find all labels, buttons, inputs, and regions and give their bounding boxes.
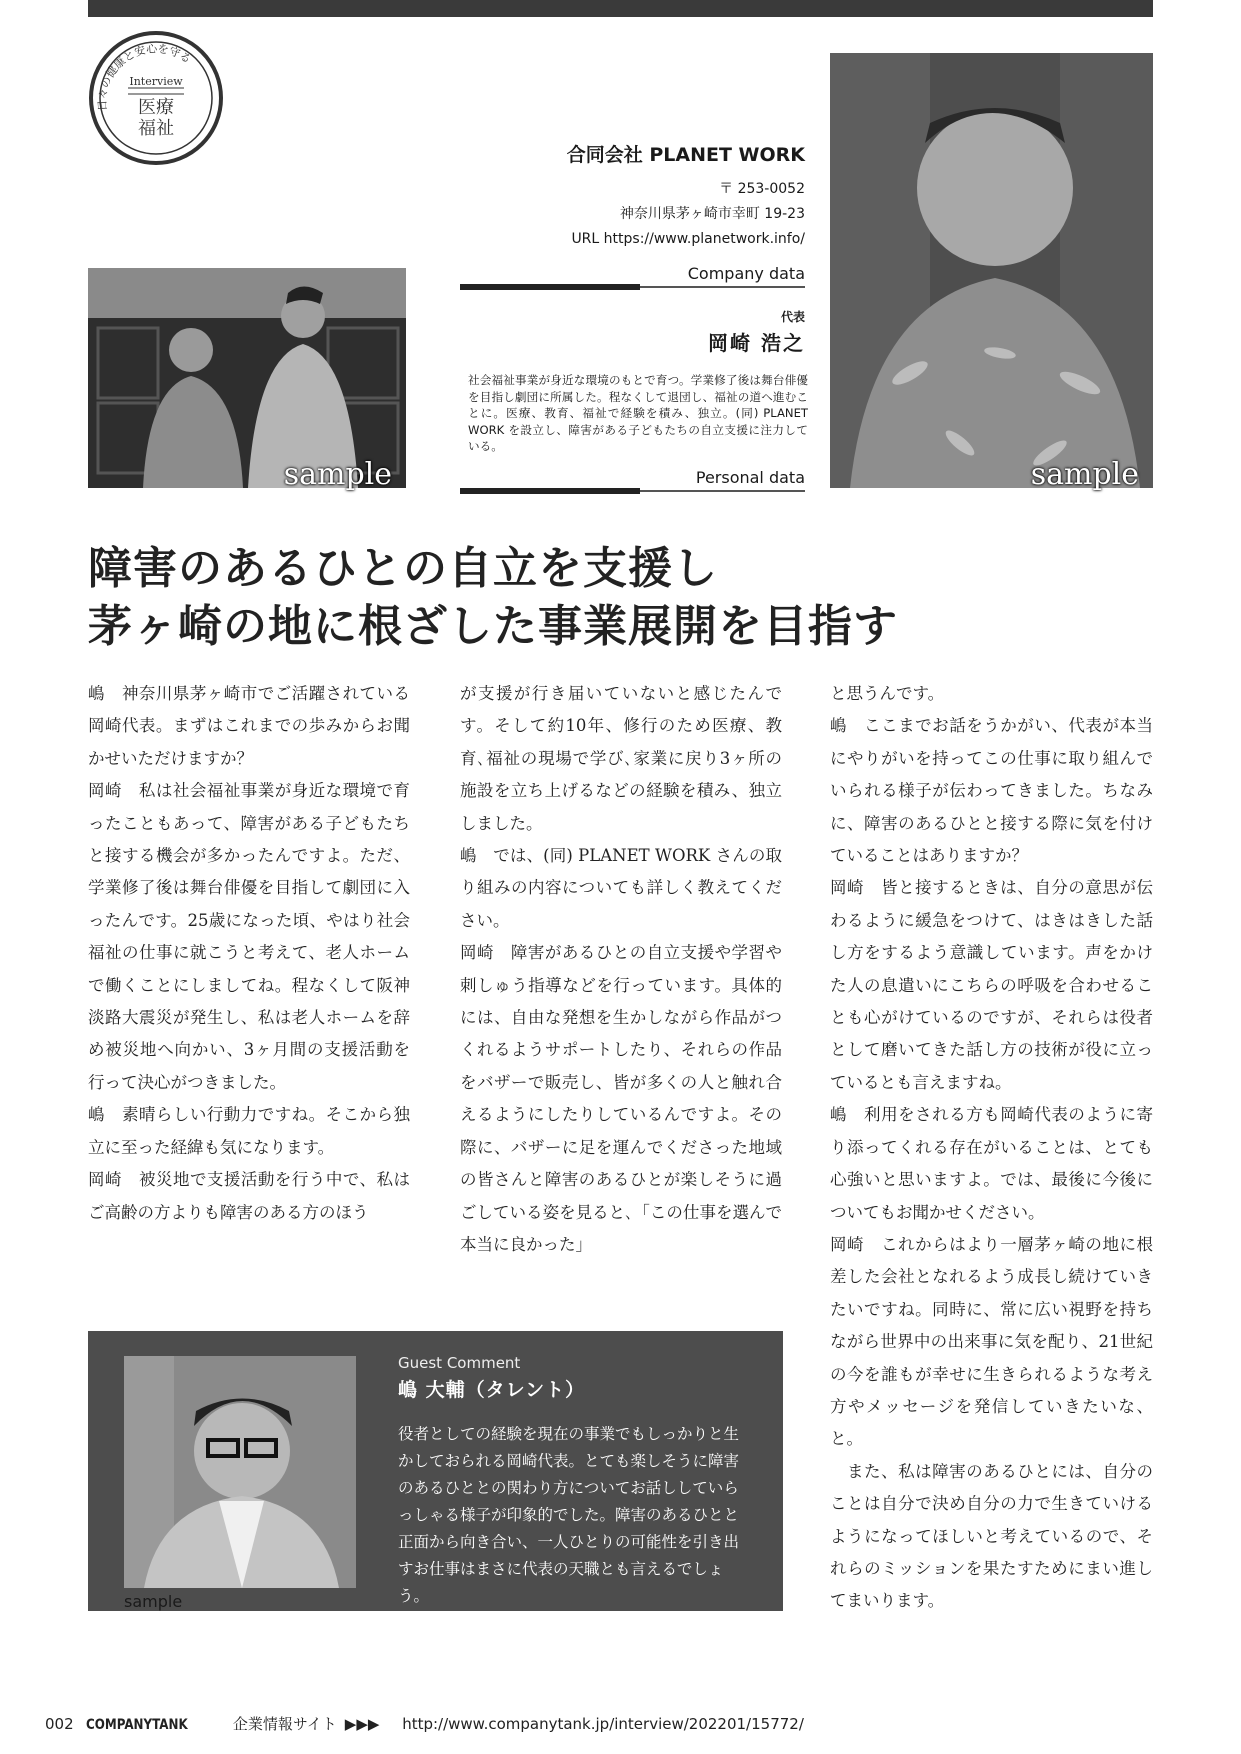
headline-line-2: 茅ヶ崎の地に根ざした事業展開を目指す xyxy=(88,601,898,652)
footer xyxy=(45,1713,1145,1737)
column-paragraph: 岡崎 皆と接するときは、自分の意思が伝わるように緩急をつけて、はきはきした話し方をするよう意識しています。声をかけた人の息遣いにこちらの呼吸を合わせることも心がけているのですが、それらは役者として磨いてきた話し方の技術が役に立っているとも言えますね。 xyxy=(830,878,1153,1092)
column-paragraph: また、私は障害のあるひとには、自分のことは自分で決め自分の力で生きていけるようになってほしいと考えているので、それらのミッションを果たすためにまい進してまいります。 xyxy=(830,1461,1153,1611)
column-paragraph: 嶋 では、(同) PLANET WORK さんの取り組みの内容についても詳しく教えてください。 xyxy=(460,846,782,930)
guest-photo-image xyxy=(124,1356,356,1588)
guest-photo xyxy=(124,1356,356,1611)
company-rule-thick xyxy=(460,284,640,290)
column-paragraph: 岡崎 私は社会福祉事業が身近な環境で育ったこともあって、障害がある子どもたちと接する機会が多かったんですよ。ただ、学業修了後は舞台俳優を目指して劇団に入ったんです。25歳になった頃、やはり社会福祉の仕事に就こうと考えて、老人ホームで働くことにしましてね。程なくして阪神淡路大震災が発生し、私は老人ホームを辞め被災地へ向かい、3ヶ月間の支援活動を行って決心がつきました。 xyxy=(88,781,410,1092)
column-paragraph: と思うんです。 xyxy=(830,684,945,703)
portrait-photo-image xyxy=(830,53,1153,488)
article-column-1 xyxy=(88,678,410,1229)
column-paragraph: 嶋 素晴らしい行動力ですね。そこから独立に至った経緯も気になります。 xyxy=(88,1105,410,1157)
headline-line-1: 障害のあるひとの自立を支援し xyxy=(88,543,718,594)
company-rule-thin xyxy=(640,286,805,288)
guest-comment-text: 役者としての経験を現在の事業でもしっかりと生かしておられる岡崎代表。とても楽しそうに障害のあるひととの関わり方についてお話ししていらっしゃる様子が印象的でした。障害のあるひとと正面から向き合い、一人ひとりの可能性を引き出すお仕事はまさに代表の天職とも言えるでしょう。 xyxy=(398,1425,740,1605)
article-column-3 xyxy=(830,678,1153,1618)
guest-comment-box xyxy=(88,1331,783,1611)
company-info xyxy=(460,140,805,252)
stamp-category-1: 医療 xyxy=(138,97,174,118)
personal-rule-thin xyxy=(640,490,805,492)
person-bio: 社会福祉事業が身近な環境のもとで育つ。学業修了後は舞台俳優を目指し劇団に所属した。程なくして退団し、福祉の道へ進むことに。医療、教育、福祉で経験を積み、独立。(同) PLANET WORK を設立し、障害がある子どもたちの自立支援に注力している。 xyxy=(468,373,808,453)
company-postal: 〒 253-0052 xyxy=(719,181,805,197)
guest-label: Guest Comment xyxy=(398,1354,521,1372)
company-section-label: Company data xyxy=(687,264,805,283)
company-url: URL https://www.planetwork.info/ xyxy=(571,231,805,247)
sample-watermark: sample xyxy=(1030,457,1139,492)
brand-logo: COMPANYTANK xyxy=(86,1717,189,1733)
column-paragraph: が支援が行き届いていないと感じたんです。そして約10年、修行のため医療、教育､福祉の現場で学び､家業に戻り3ヶ所の施設を立ち上げるなどの経験を積み、独立しました。 xyxy=(460,684,782,833)
personal-rule-thick xyxy=(460,488,640,494)
duo-photo-image xyxy=(88,268,406,488)
column-paragraph: 岡崎 被災地で支援活動を行う中で、私はご高齢の方よりも障害のある方のほう xyxy=(88,1170,410,1222)
column-paragraph: 嶋 神奈川県茅ヶ崎市でご活躍されている岡崎代表。まずはこれまでの歩みからお聞かせいただけますか？ xyxy=(88,684,410,768)
person-info xyxy=(460,308,805,356)
sample-watermark: sample xyxy=(124,1592,183,1611)
stamp-ring-text: 日々の健康と安心を守る xyxy=(95,42,194,112)
duo-photo xyxy=(88,268,406,492)
column-paragraph: 岡崎 これからはより一層茅ヶ崎の地に根差した会社となれるよう成長し続けていきたいですね。同時に、常に広い視野を持ちながら世界中の出来事に気を配り、21世紀の今を誰もが幸せに生きられるような考え方やメッセージを発信していきたいな、と。 xyxy=(830,1234,1153,1449)
stamp-seal xyxy=(88,30,224,166)
personal-section-label: Personal data xyxy=(695,468,805,487)
column-paragraph: 嶋 ここまでお話をうかがい、代表が本当にやりがいを持ってこの仕事に取り組んでいられる様子が伝わってきました。ちなみに、障害のあるひとと接する際に気を付けていることはありますか？ xyxy=(830,716,1153,866)
article-column-2 xyxy=(460,678,782,1261)
headline xyxy=(88,540,1158,656)
stamp-label: Interview xyxy=(129,75,183,88)
footer-url[interactable]: http://www.companytank.jp/interview/202201/15772/ xyxy=(402,1715,804,1733)
column-paragraph: 嶋 利用をされる方も岡崎代表のように寄り添ってくれる存在がいることは、とても心強いと思いますよ。では、最後に今後についてもお聞かせください。 xyxy=(830,1105,1153,1222)
interview-stamp xyxy=(88,30,224,166)
company-address: 神奈川県茅ヶ崎市幸町 19-23 xyxy=(619,206,805,222)
sample-watermark: sample xyxy=(283,457,392,492)
company-name: 合同会社 PLANET WORK xyxy=(566,144,805,166)
site-label: 企業情報サイト xyxy=(232,1715,337,1733)
top-bar xyxy=(88,0,1153,17)
guest-name: 嶋 大輔（タレント） xyxy=(398,1379,586,1401)
page-number: 002 xyxy=(45,1715,74,1733)
arrow-icon: ▶▶▶ xyxy=(344,1715,380,1733)
stamp-category-2: 福祉 xyxy=(138,118,174,139)
person-name: 岡崎 浩之 xyxy=(708,331,805,355)
portrait-photo xyxy=(830,53,1153,492)
column-paragraph: 岡崎 障害があるひとの自立支援や学習や刺しゅう指導などを行っています。具体的には、自由な発想を生かしながら作品がつくれるようサポートしたり、それらの作品をバザーで販売し、皆が多くの人と触れ合えるようにしたりしているんですよ。その際に、バザーに足を運んでくださった地域の皆さんと障害のあるひとが楽しそうに過ごしている姿を見ると､「この仕事を選んで本当に良かった」 xyxy=(460,943,782,1254)
person-role: 代表 xyxy=(780,310,805,324)
